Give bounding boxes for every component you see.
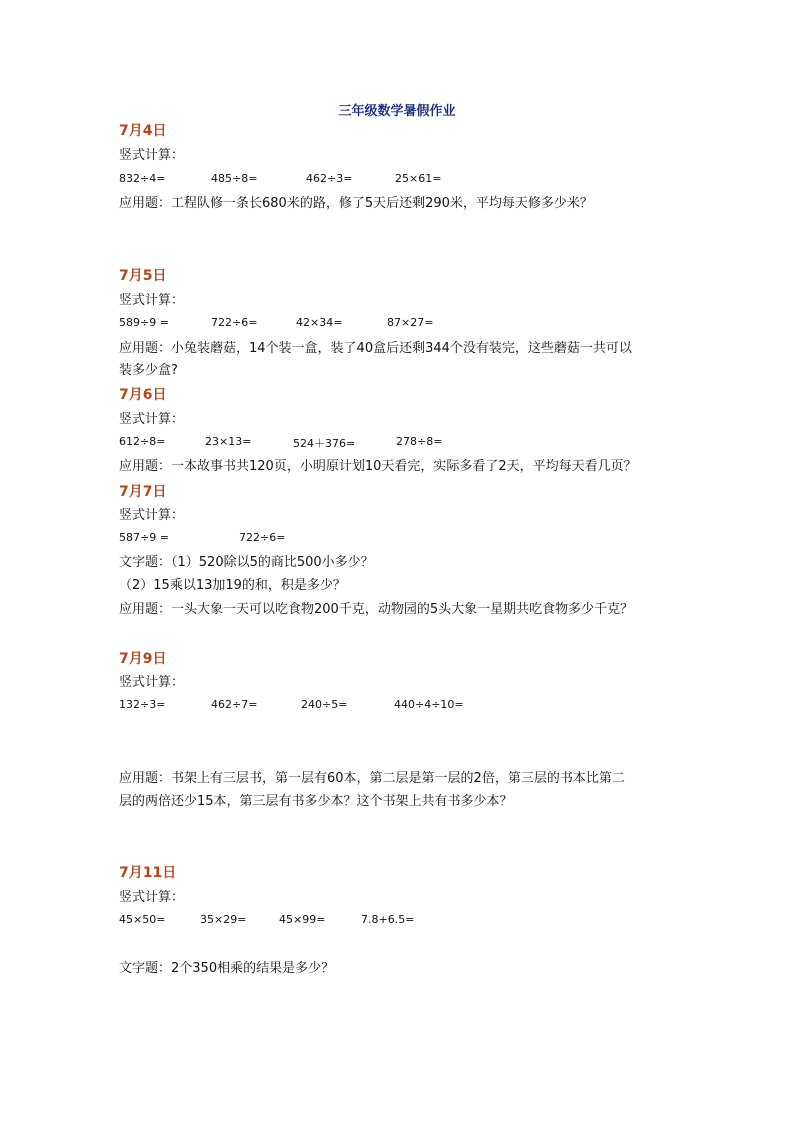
problem: 23×13= [205, 435, 252, 448]
section-label: 竖式计算： [119, 412, 185, 427]
date-heading: 7月11日 [119, 865, 177, 881]
word-problem: 应用题：一头大象一天可以吃食物200千克，动物园的5头大象一星期共吃食物多少千克？ [119, 602, 634, 617]
problem: 524＋376= [293, 437, 356, 450]
problem: 612÷8= [119, 435, 166, 448]
section-label: 竖式计算： [119, 293, 185, 308]
problem: 440÷4÷10= [394, 698, 464, 711]
problem: 485÷8= [211, 172, 258, 185]
problem: 45×99= [279, 913, 326, 926]
problem: 462÷7= [211, 698, 258, 711]
problem: 240÷5= [301, 698, 348, 711]
word-problem: 应用题：一本故事书共120页，小明原计划10天看完，实际多看了2天，平均每天看几页？ [119, 459, 637, 474]
problem: 25×61= [395, 172, 442, 185]
problem-row [119, 531, 679, 549]
date-heading: 7月5日 [119, 268, 167, 284]
problem: 722÷6= [211, 316, 258, 329]
problem-row [119, 698, 679, 716]
problem: 7.8+6.5= [361, 913, 415, 926]
text-problem: 文字题：2个350相乘的结果是多少？ [119, 961, 335, 976]
problem: 587÷9 = [119, 531, 169, 544]
problem-row [119, 435, 679, 453]
problem: 832÷4= [119, 172, 166, 185]
problem: 462÷3= [306, 172, 353, 185]
text-problem: 文字题：（1）520除以5的商比500小多少？ [119, 555, 374, 570]
problem-row [119, 913, 679, 931]
word-problem: 应用题：书架上有三层书，第一层有60本，第二层是第一层的2倍，第三层的书本比第二 [119, 771, 625, 786]
problem: 87×27= [387, 316, 434, 329]
problem-row [119, 316, 679, 334]
section-label: 竖式计算： [119, 675, 185, 690]
word-problem: 应用题：工程队修一条长680米的路，修了5天后还剩290米，平均每天修多少米？ [119, 196, 593, 211]
page-title: 三年级数学暑假作业 [338, 104, 456, 119]
word-problem-cont: 装多少盒? [119, 363, 178, 378]
date-heading: 7月7日 [119, 484, 167, 500]
word-problem-cont: 层的两倍还少15本，第三层有书多少本？这个书架上共有书多少本？ [119, 794, 513, 809]
problem: 45×50= [119, 913, 166, 926]
problem: 278÷8= [396, 435, 443, 448]
date-heading: 7月9日 [119, 651, 167, 667]
word-problem: 应用题：小兔装蘑菇，14个装一盒，装了40盒后还剩344个没有装完，这些蘑菇一共可以 [119, 341, 632, 356]
problem: 722÷6= [239, 531, 286, 544]
problem: 589÷9 = [119, 316, 169, 329]
section-label: 竖式计算： [119, 148, 185, 163]
section-label: 竖式计算： [119, 890, 185, 905]
text-problem: （2）15乘以13加19的和，积是多少？ [119, 578, 346, 593]
section-label: 竖式计算： [119, 508, 185, 523]
date-heading: 7月4日 [119, 123, 167, 139]
problem: 42×34= [296, 316, 343, 329]
problem-row [119, 172, 679, 190]
problem: 35×29= [200, 913, 247, 926]
problem: 132÷3= [119, 698, 166, 711]
date-heading: 7月6日 [119, 387, 167, 403]
